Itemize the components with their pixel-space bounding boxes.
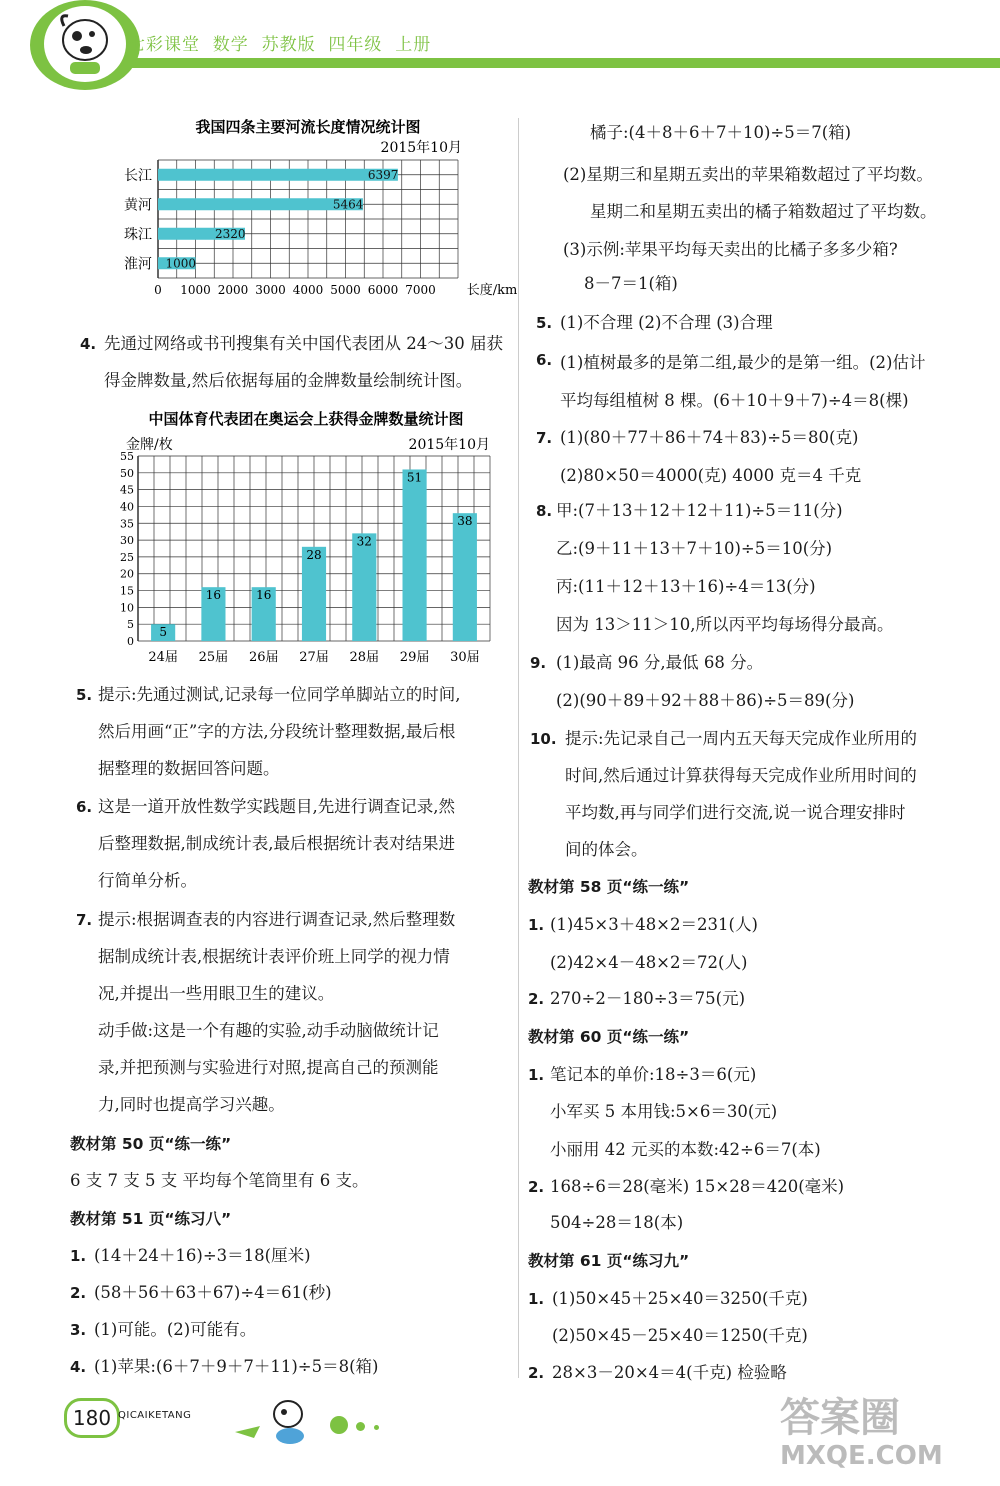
question-number: 5. xyxy=(536,314,553,332)
chart-ylabel: 金牌/枚 xyxy=(126,437,173,453)
data-label: 38 xyxy=(457,514,473,529)
answer-line: (2)(90＋89＋92＋88＋86)÷5＝89(分) xyxy=(556,691,855,710)
tick-label: 3000 xyxy=(255,283,286,297)
answer-line: 间的体会。 xyxy=(565,840,648,859)
answer-line: (1)最高 96 分,最低 68 分。 xyxy=(556,653,764,672)
answer-line: 270÷2－180÷3＝75(元) xyxy=(550,989,746,1008)
question-number: 4. xyxy=(70,1358,87,1376)
question-number: 1. xyxy=(70,1247,87,1265)
section-heading: 教材第 50 页“练一练” xyxy=(70,1135,232,1153)
category-label: 28届 xyxy=(349,650,380,665)
tick-label: 1000 xyxy=(180,283,211,297)
answer-line: 乙:(9＋11＋13＋7＋10)÷5＝10(分) xyxy=(556,539,833,558)
answer-line: 后整理数据,制成统计表,最后根据统计表对结果进 xyxy=(98,834,455,853)
answer-line: 时间,然后通过计算获得每天完成作业所用时间的 xyxy=(565,766,917,785)
data-label: 5464 xyxy=(332,197,364,212)
answer-line: 这是一道开放性数学实践题目,先进行调查记录,然 xyxy=(98,797,455,816)
data-label: 28 xyxy=(306,547,322,562)
q4-line: 得金牌数量,然后依据每届的金牌数量绘制统计图。 xyxy=(104,371,473,390)
tick-label: 6000 xyxy=(367,283,399,297)
decor-dot xyxy=(330,1416,348,1434)
decor-dot xyxy=(374,1425,379,1430)
tick-label: 25 xyxy=(120,550,134,564)
answer-line: (58＋56＋63＋67)÷4＝61(秒) xyxy=(94,1283,332,1302)
brand-name: QICAIKETANG xyxy=(118,1410,192,1421)
answer-line: (2)80×50＝4000(克) 4000 克＝4 千克 xyxy=(560,466,862,485)
answer-line: 小丽用 42 元买的本数:42÷6＝7(本) xyxy=(550,1140,821,1159)
page-number: 180 xyxy=(64,1398,120,1438)
answer-line: (1)植树最多的是第二组,最少的是第一组。(2)估计 xyxy=(560,353,926,372)
answer-line: 8－7＝1(箱) xyxy=(584,274,678,293)
tick-label: 20 xyxy=(120,567,134,581)
river-length-chart xyxy=(100,112,518,322)
question-number: 6. xyxy=(536,351,553,369)
category-label: 珠江 xyxy=(124,226,152,243)
chart-title: 我国四条主要河流长度情况统计图 xyxy=(195,118,421,136)
category-label: 长江 xyxy=(124,167,152,184)
data-label: 32 xyxy=(356,534,372,549)
category-label: 黄河 xyxy=(124,197,152,214)
question-number: 6. xyxy=(76,798,93,816)
answer-line: 28×3－20×4＝4(千克) 检验略 xyxy=(552,1363,787,1382)
answer-line: (1)50×45＋25×40＝3250(千克) xyxy=(552,1289,808,1308)
category-label: 25届 xyxy=(198,650,229,665)
tick-label: 7000 xyxy=(405,283,436,297)
answer-line: 橘子:(4＋8＋6＋7＋10)÷5＝7(箱) xyxy=(590,123,852,142)
column-divider xyxy=(518,118,519,1378)
tick-label: 0 xyxy=(154,283,162,297)
tick-label: 4000 xyxy=(292,283,324,297)
question-number: 10. xyxy=(530,730,557,748)
tick-label: 50 xyxy=(120,466,134,480)
answer-line: (3)示例:苹果平均每天卖出的比橘子多多少箱? xyxy=(563,240,898,259)
category-label: 24届 xyxy=(148,650,178,665)
answer-line: 笔记本的单价:18÷3＝6(元) xyxy=(550,1065,757,1084)
q4-line: 先通过网络或书刊搜集有关中国代表团从 24～30 届获 xyxy=(104,334,503,353)
answer-line: 平均每组植树 8 棵。(6＋10＋9＋7)÷4＝8(棵) xyxy=(560,391,909,410)
decor-dot xyxy=(356,1422,365,1431)
tick-label: 0 xyxy=(127,635,134,648)
answer-line: (1)不合理 (2)不合理 (3)合理 xyxy=(560,313,773,332)
olympic-medal-chart xyxy=(110,404,510,670)
category-label: 27届 xyxy=(299,650,329,665)
chart-title: 中国体育代表团在奥运会上获得金牌数量统计图 xyxy=(148,410,464,428)
data-label: 5 xyxy=(159,625,167,640)
question-number: 1. xyxy=(528,1290,545,1308)
question-number: 2. xyxy=(528,1364,545,1382)
answer-line: 丙:(11＋12＋13＋16)÷4＝13(分) xyxy=(556,577,816,596)
header-title: 七彩课堂 数学 苏教版 四年级 上册 xyxy=(128,35,432,55)
answer-line: (1)(80＋77＋86＋74＋83)÷5＝80(克) xyxy=(560,428,859,447)
answer-line: 行简单分析。 xyxy=(98,871,197,890)
question-number: 9. xyxy=(530,654,547,672)
question-number: 5. xyxy=(76,686,93,704)
watermark: 答案圈 MXQE.COM xyxy=(780,1395,943,1471)
tick-label: 5 xyxy=(127,618,134,632)
answer-line: (1)苹果:(6＋7＋9＋7＋11)÷5＝8(箱) xyxy=(94,1357,379,1376)
answer-line: 据制成统计表,根据统计表评价班上同学的视力情 xyxy=(98,947,450,966)
answer-line: 况,并提出一些用眼卫生的建议。 xyxy=(98,984,335,1003)
tick-label: 15 xyxy=(120,584,134,598)
data-bar xyxy=(453,513,477,641)
q4-number: 4. xyxy=(80,335,97,353)
answer-line: 星期二和星期五卖出的橘子箱数超过了平均数。 xyxy=(590,202,937,221)
category-label: 29届 xyxy=(399,650,430,665)
answer-line: (2)42×4－48×2＝72(人) xyxy=(550,953,748,972)
tick-label: 30 xyxy=(120,534,134,548)
chart-date: 2015年10月 xyxy=(380,140,462,156)
question-number: 1. xyxy=(528,916,545,934)
answer-line: 据整理的数据回答问题。 xyxy=(98,759,280,778)
question-number: 7. xyxy=(536,429,553,447)
chart-date: 2015年10月 xyxy=(408,437,490,453)
tick-label: 55 xyxy=(120,450,134,463)
tick-label: 45 xyxy=(120,483,134,497)
mascot-footer-icon xyxy=(230,1392,320,1452)
header-bar xyxy=(110,58,1000,68)
answer-line: (2)50×45－25×40＝1250(千克) xyxy=(552,1326,808,1345)
answer-line: (1)可能。(2)可能有。 xyxy=(94,1320,257,1339)
question-number: 2. xyxy=(528,1178,545,1196)
answer-line: 力,同时也提高学习兴趣。 xyxy=(98,1095,285,1114)
answer-line: 然后用画“正”字的方法,分段统计整理数据,最后根 xyxy=(98,722,456,741)
data-bar xyxy=(158,169,398,181)
data-label: 16 xyxy=(205,588,222,603)
answer-line: (1)45×3＋48×2＝231(人) xyxy=(550,915,758,934)
question-number: 7. xyxy=(76,911,93,929)
tick-label: 35 xyxy=(120,517,134,531)
answer-line: 甲:(7＋13＋12＋12＋11)÷5＝11(分) xyxy=(556,501,843,520)
data-label: 6397 xyxy=(367,167,399,182)
data-label: 51 xyxy=(406,470,423,485)
answer-line: 平均数,再与同学们进行交流,说一说合理安排时 xyxy=(565,803,906,822)
section-heading: 教材第 60 页“练一练” xyxy=(528,1028,690,1046)
answer-line: 小军买 5 本用钱:5×6＝30(元) xyxy=(550,1102,778,1121)
tick-label: 5000 xyxy=(330,283,361,297)
category-label: 30届 xyxy=(450,650,480,665)
section-heading: 教材第 58 页“练一练” xyxy=(528,878,690,896)
section-heading: 教材第 51 页“练习八” xyxy=(70,1210,232,1228)
answer-line: 6 支 7 支 5 支 平均每个笔筒里有 6 支。 xyxy=(70,1171,369,1190)
answer-line: 动手做:这是一个有趣的实验,动手动脑做统计记 xyxy=(98,1021,439,1040)
answer-line: (2)星期三和星期五卖出的苹果箱数超过了平均数。 xyxy=(563,165,933,184)
mascot-logo xyxy=(44,6,126,82)
data-label: 16 xyxy=(256,588,272,603)
answer-line: 录,并把预测与实验进行对照,提高自己的预测能 xyxy=(98,1058,439,1077)
question-number: 1. xyxy=(528,1066,545,1084)
answer-line: (14＋24＋16)÷3＝18(厘米) xyxy=(94,1246,311,1265)
question-number: 8. xyxy=(536,502,553,520)
question-number: 2. xyxy=(528,990,545,1008)
axis-label: 长度/km xyxy=(466,283,518,298)
category-label: 26届 xyxy=(248,650,279,665)
tick-label: 2000 xyxy=(217,283,249,297)
data-label: 2320 xyxy=(215,226,246,241)
answer-line: 提示:根据调查表的内容进行调查记录,然后整理数 xyxy=(98,910,456,929)
data-bar xyxy=(403,469,427,641)
question-number: 3. xyxy=(70,1321,87,1339)
answer-line: 168÷6＝28(毫米) 15×28＝420(毫米) xyxy=(550,1177,845,1196)
tick-label: 10 xyxy=(120,601,134,615)
answer-line: 提示:先通过测试,记录每一位同学单脚站立的时间, xyxy=(98,685,461,704)
answer-line: 504÷28＝18(本) xyxy=(550,1213,684,1232)
tick-label: 40 xyxy=(120,500,134,514)
section-heading: 教材第 61 页“练习九” xyxy=(528,1252,690,1270)
category-label: 淮河 xyxy=(124,256,152,273)
question-number: 2. xyxy=(70,1284,87,1302)
data-label: 1000 xyxy=(165,256,197,271)
answer-line: 因为 13＞11＞10,所以丙平均每场得分最高。 xyxy=(556,615,894,634)
answer-line: 提示:先记录自己一周内五天每天完成作业所用的 xyxy=(565,729,918,748)
data-bar xyxy=(352,533,376,641)
